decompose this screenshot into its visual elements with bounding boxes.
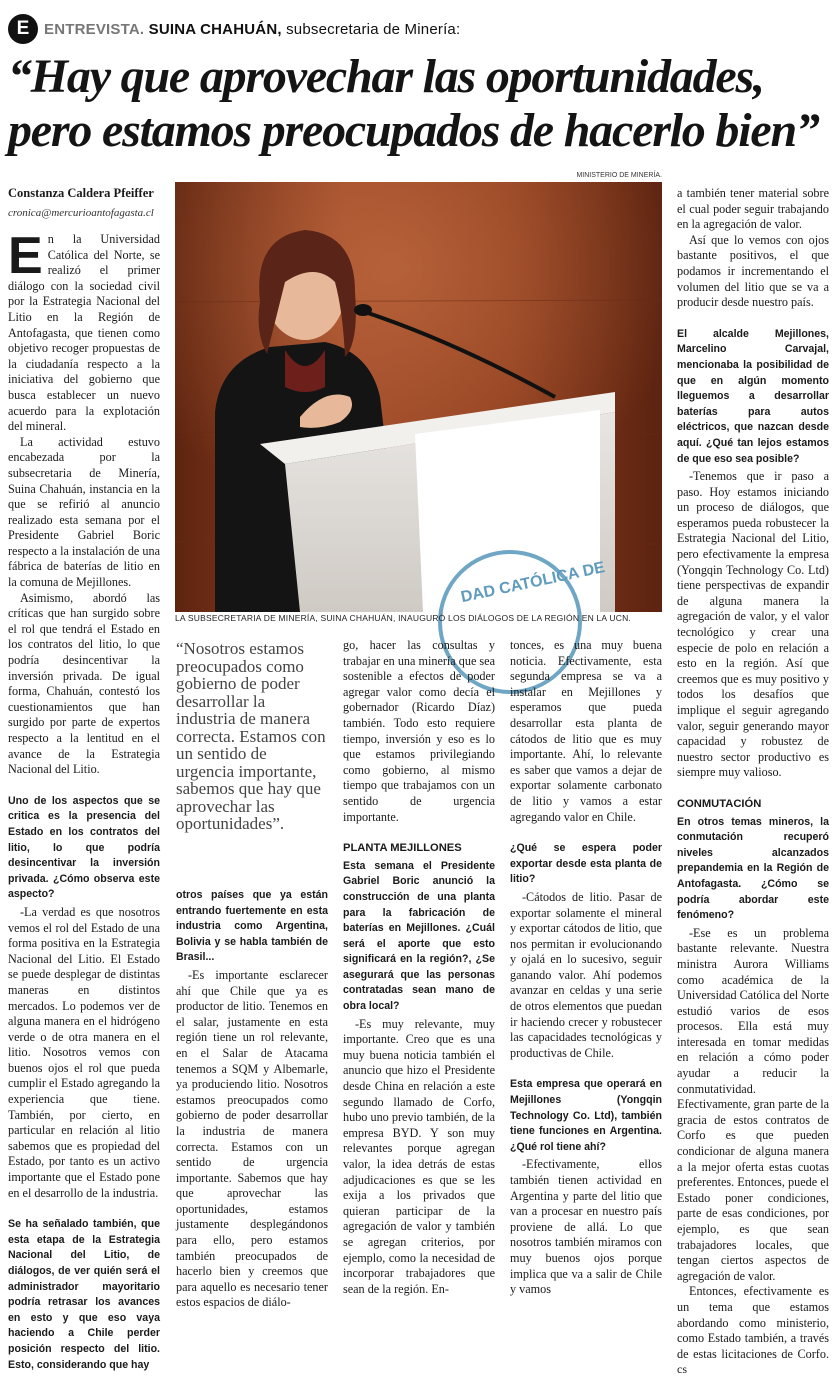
question: El alcalde Mejillones, Marcelino Carvajal, mencionaba la posibilidad de que en algún momento lleguemos a desarrollar baterías para autos eléctricos, que nazcan desde aquí. ¿Qué tan lejos estamos de que eso sea posible? [677,327,829,465]
paragraph: Asimismo, abordó las críticas que han surgido sobre el rol que tendrá el Estado en los contratos del litio, lo que podría desincentivar la inversión privada. De igual forma, Chahuán, contestó los cuestionamientos que han surgido por parte de expertos respecto a la lentitud en el avance de la Estrategia Nacional del Litio. [8,590,160,777]
answer: -La verdad es que nosotros vemos el rol del Estado de una forma positiva en la Estrategia Nacional del Litio. El Estado se puede desplegar de distintas maneras en distintos mercados. Lo podemos ver de alguna manera en el hidrógeno verde o de otra manera en el litio. Nosotros vemos con buenos ojos el rol que pueda cumplir el Estado agregando la experiencia que tiene. También, por cierto, en particular en relación al litio sabemos que es propiedad del Estado, por tanto es un activo importante que el Estado pone en el desarrollo de la industria. [8,904,160,1200]
closing-text: Entonces, efectivamente es un tema que estamos abordando como ministerio, como Estado también, a través de estas licitaciones de Corfo. [677,1284,829,1361]
intro-paragraph [8,227,160,435]
photo-caption: LA SUBSECRETARIA DE MINERÍA, SUINA CHAHUÁN, INAUGURÓ LOS DIÁLOGOS DE LA REGIÓN EN LA UCN. [175,613,631,623]
podium-logo-text: DAD CATÓLICA DE [459,559,607,607]
paragraph: La actividad estuvo encabezada por la subsecretaria de Minería, Suina Chahuán, instancia en la que se refirió al anuncio realizado esta semana por el Presidente Gabriel Boric respecto a la instalación de una fábrica de baterías de litio en la comuna de Mejillones. [8,434,160,590]
pull-quote: “Nosotros estamos preocupados como gobierno de poder desarrollar la industria de manera correcta. Estamos con un sentido de urgencia importante, sabemos que hay que aprovechar las oportunidades”. [176,639,326,833]
intro-text: n la Universidad Católica del Norte, se realizó el primer diálogo con la sociedad civil por la Estrategia Nacional del Litio en la Región de Antofagasta, que tienen como objetivo recoger propuestas de la ciudadanía respecto a la iniciativa del gobierno que busca establecer un nuevo acuerdo para la explotación del mineral. [8,232,160,434]
question: otros países que ya están entrando fuertemente en esta industria como Argentina, Bolivia y se habla también de Brasil... [176,889,328,964]
section-label: ENTREVISTA. [44,20,145,38]
photo-credit: MINISTERIO DE MINERÍA. [576,172,662,179]
column-5 [677,186,829,1378]
interviewee-name: SUINA CHAHUÁN, [148,20,282,38]
question: Uno de los aspectos que se critica es la presencia del Estado en los contratos del litio, lo que podría desincentivar la inversión privada. ¿Cómo observa este aspecto? [8,794,160,901]
paragraph [677,1284,829,1378]
paragraph: a también tener material sobre el cual poder seguir trabajando en la agregación de valor. [677,186,829,232]
headline: “Hay que aprovechar las oportunidades, pero estamos preocupados de hacerlo bien” [8,50,819,157]
column-4 [510,638,662,1298]
question: ¿Qué se espera poder exportar desde esta planta de litio? [510,842,662,886]
kicker [44,21,460,38]
paragraph: tonces, es una muy buena noticia. Efectivamente, esta segunda empresa se va a instalar en Mejillones y esperamos que pueda desarrollar esta planta de cátodos de litio que es muy importante. Ahí, lo relevante es saber que vamos a dejar de exportar solamente carbonato de litio y vamos a estar agregando valor en Chile. [510,638,662,824]
answer: -Efectivamente, ellos también tienen actividad en Argentina y parte del litio que van a procesar en nuestro país proviene de allá. Lo que nosotros también miramos con muy buenos ojos porque implica que va a salir de Chile y vamos [510,1157,662,1297]
subhead: PLANTA MEJILLONES [343,842,462,855]
answer: -Es importante esclarecer ahí que Chile que ya es productor de litio. Tenemos en el salar, justamente en esta región tiene un rol relevante, en el Salar de Atacama tenemos a SQM y Albemarle, ya produciendo litio. Nosotros estamos preocupados como gobierno de poder desarrollar la industria de manera correcta. Estamos con un sentido de urgencia importante. Sabemos que hay que aprovechar las oportunidades, estamos justamente desplegándonos para ello, pero estamos también preocupados de hacerlo bien y creemos que para aquello es necesario tener estos espacios de diálo- [176,967,328,1310]
end-mark: cs [677,1362,687,1377]
answer: -Cátodos de litio. Pasar de exportar solamente el mineral y exportar cátodos de litio, que nos permitan ir evolucionando y ojalá en lo sucesivo, seguir ganando valor. Ahí podemos avanzar en celdas y una serie de otros elementos que puedan ir haciendo crecer y robustecer las capacidades tecnológicas y productivas de Chile. [510,889,662,1060]
question: Se ha señalado también, que esta etapa de la Estrategia Nacional del Litio, de diálogos, de ver quién será el administrador mayoritario podría retrasar los avances en esto y que eso vaya haciendo a Chile perder posición respecto del litio. Esto, considerando que hay [8,1218,160,1371]
column-3 [343,638,495,1297]
question: Esta semana el Presidente Gabriel Boric anunció la construcción de una planta para la fabricación de baterías en Mejillones. ¿Cuál será el aporte que esto significará en la región?, ¿Se asegurará que las personas contratadas sean mano de obra local? [343,859,495,1013]
column-2 [176,876,328,1311]
answer: -Es muy relevante, muy importante. Creo que es una muy buena noticia también el anuncio que hizo el Presidente desde China en relación a este segundo llamado de Corfo, hubo uno previo también, de la empresa BYD. Y son muy relevantes porque agregan valor, la idea detrás de estas adjudicaciones es que se les exija a los privados que quieran participar de la agregación de valor y también se agregan criterios, por ejemplo, como la necesidad de incorporar trabajadores que sean de la región. En- [343,1016,495,1296]
answer: -Ese es un problema bastante relevante. Nuestra ministra Aurora Williams como académica de la Universidad Católica del Norte estudió varios de esos procesos. Ella está muy interesada en tomar medidas en relación a cómo poder ayudar a reducir la conmutatividad. Efectivamente, gran parte de la gracia de estos contratos de Corfo es que pueden condicionar de alguna manera a la mejor oferta estas cuotas preferentes. Entonces, puede el Estado poner condiciones, parte de esas condiciones, por ejemplo, es que sean trabajadores locales, que tengan ciertos aspectos de agregación de valor. [677,925,829,1283]
author-name: Constanza Caldera Pfeiffer [8,186,154,200]
question: En otros temas mineros, la conmutación recuperó niveles alcanzados prepandemia en la Región de Antofagasta. ¿Cómo se podría abordar este fenómeno? [677,815,829,922]
column-1 [8,227,160,1375]
interviewee-role: subsecretaria de Minería: [286,20,461,38]
article-photo [175,182,662,612]
paragraph: go, hacer las consultas y trabajar en una minería que sea sostenible a efectos de poder agregar valor como decía el gobernador (Ricardo Díaz) también. Todo esto requiere tiempo, inversión y eso es lo que estamos privilegiando como gobierno, al mismo tiempo que trabajamos con un sentido de urgencia importante. [343,638,495,824]
section-header [8,12,460,46]
section-badge: E [8,14,38,44]
photo-illustration [175,182,662,612]
paragraph: Así que lo vemos con ojos bastante positivos, el que podamos ir incrementando el volumen del litio que se va a producir desde nuestro país. [677,232,829,310]
subhead: CONMUTACIÓN [677,797,762,810]
question: Esta empresa que operará en Mejillones (Yongqin Technology Co. Ltd), también tiene funciones en Argentina. ¿Qué rol tiene ahí? [510,1078,662,1153]
dropcap: E [8,227,43,285]
answer: -Tenemos que ir paso a paso. Hoy estamos iniciando un proceso de diálogos, que esperamos pueda robustecer la Estrategia Nacional del Litio, pero efectivamente la empresa (Yongqin Technology Co. Ltd) tiene perspectivas de expandir de alguna manera la agregación de valor, y el valor tecnológico y crear una especie de polo en relación a esto en la región. Así que creemos que es muy positivo y todos los desafíos que implique el seguir agregando valor, seguir generando mayor capacidad y robustez de nuestro sector productivo es siempre muy valioso. [677,469,829,780]
author-email: cronica@mercurioantofagasta.cl [8,207,154,219]
byline [8,186,168,219]
